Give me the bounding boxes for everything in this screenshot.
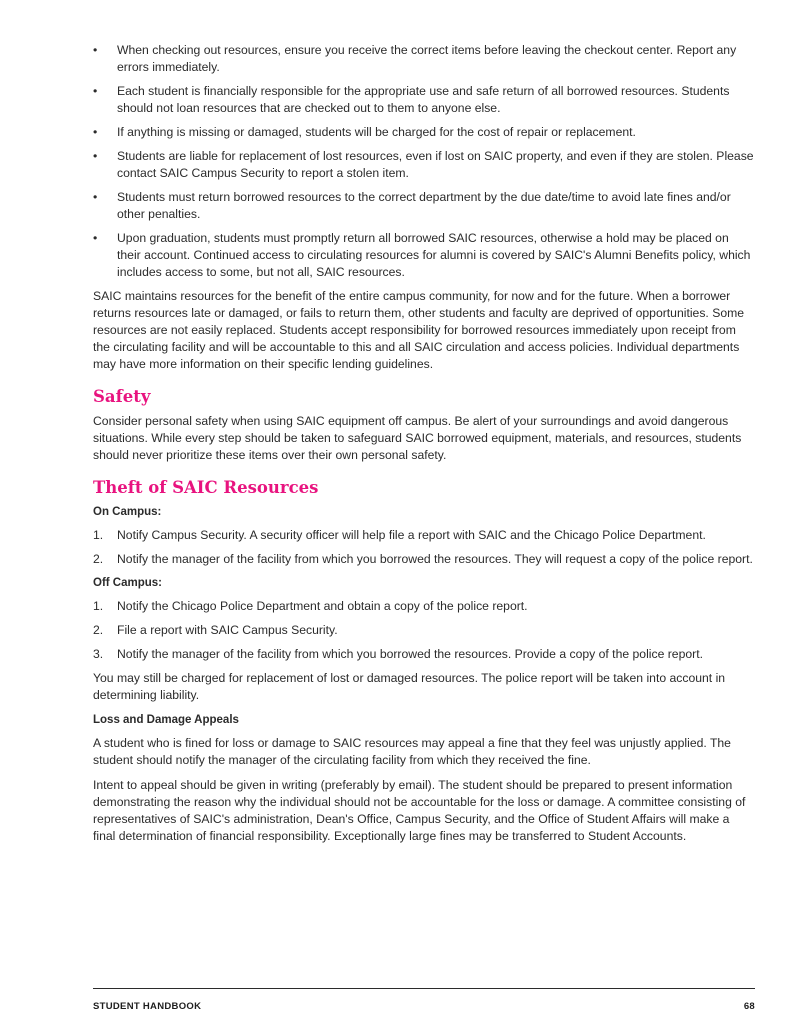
step-number: 1. xyxy=(93,528,104,542)
safety-paragraph: Consider personal safety when using SAIC equipment off campus. Be alert of your surroundings and avoid dangerous situations. While every step should be taken to safeguard SAIC borrowed equipment, materials, and resources, students should never prioritize these items over their own personal safety. xyxy=(93,414,742,462)
list-item: • Students must return borrowed resources to the correct department by the due date/time to avoid late fines and/or other penalties. xyxy=(93,190,731,221)
footer-divider xyxy=(93,988,755,989)
page-footer xyxy=(93,998,755,1015)
theft-heading: Theft of SAIC Resources xyxy=(93,478,319,497)
appeals-paragraph-2: Intent to appeal should be given in writing (preferably by email). The student should be prepared to present information demonstrating the reason why the individual should not be accountable for the loss or damage. A committee consisting of representatives of SAIC's administration, Dean's Office, Campus Security, and the Office of Student Affairs will make a final determination of financial responsibility. Exceptionally large fines may be transferred to Student Accounts. xyxy=(93,778,746,843)
bullet-glyph: • xyxy=(93,149,98,163)
list-item: 2. Notify the manager of the facility from which you borrowed the resources. They will request a copy of the police report. xyxy=(93,552,753,566)
list-item: 1. Notify the Chicago Police Department and obtain a copy of the police report. xyxy=(93,599,528,613)
safety-heading: Safety xyxy=(93,387,151,406)
bullet-glyph: • xyxy=(93,231,98,245)
appeals-paragraph-1: A student who is fined for loss or damage to SAIC resources may appeal a fine that they feel was unjustly applied. The student should notify the manager of the circulating facility from which they received the fine. xyxy=(93,736,731,767)
step-number: 2. xyxy=(93,623,104,637)
liability-paragraph: You may still be charged for replacement of lost or damaged resources. The police report will be taken into account in determining liability. xyxy=(93,671,726,702)
bullet-glyph: • xyxy=(93,43,98,57)
list-item: • When checking out resources, ensure you receive the correct items before leaving the checkout center. Report any errors immediately. xyxy=(93,43,737,74)
intro-paragraph: SAIC maintains resources for the benefit of the entire campus community, for now and for the future. When a borrower returns resources late or damaged, or fails to return them, other students and faculty are deprived of opportunities. Some resources are not easily replaced. Students accept responsibility for borrowed resources immediately upon receipt from the circulating facility and will be accountable to this and all SAIC circulation and access policies. Individual departments may have more information on their specific lending guidelines. xyxy=(93,289,745,371)
appeals-label: Loss and Damage Appeals xyxy=(93,714,239,726)
page-number: 68 xyxy=(743,1001,755,1012)
list-item: • Upon graduation, students must promptly return all borrowed SAIC resources, otherwise a hold may be placed on their account. Continued access to circulating resources for alumni is covered by SAIC's Alumni Benefits policy, which includes access to some, but not all, SAIC resources. xyxy=(93,231,751,279)
off-campus-steps xyxy=(93,598,755,663)
on-campus-label: On Campus: xyxy=(93,506,162,518)
list-item: • Students are liable for replacement of lost resources, even if lost on SAIC property, and even if they are stolen. Please contact SAIC Campus Security to report a stolen item. xyxy=(93,149,754,180)
list-item: 3. Notify the manager of the facility from which you borrowed the resources. Provide a copy of the police report. xyxy=(93,647,703,661)
bullet-glyph: • xyxy=(93,84,98,98)
page-content xyxy=(93,42,755,853)
list-item: • Each student is financially responsible for the appropriate use and safe return of all borrowed resources. Students should not loan resources that are checked out to them to anyone else. xyxy=(93,84,730,115)
footer-title: STUDENT HANDBOOK xyxy=(93,1001,202,1012)
step-number: 2. xyxy=(93,552,104,566)
step-number: 1. xyxy=(93,599,104,613)
bullet-glyph: • xyxy=(93,190,98,204)
step-number: 3. xyxy=(93,647,104,661)
bullet-glyph: • xyxy=(93,125,98,139)
policy-bullet-list xyxy=(93,42,755,281)
list-item: 1. Notify Campus Security. A security officer will help file a report with SAIC and the Chicago Police Department. xyxy=(93,528,706,542)
list-item: • If anything is missing or damaged, students will be charged for the cost of repair or replacement. xyxy=(93,125,636,139)
on-campus-steps xyxy=(93,527,755,568)
off-campus-label: Off Campus: xyxy=(93,577,162,589)
list-item: 2. File a report with SAIC Campus Security. xyxy=(93,623,338,637)
